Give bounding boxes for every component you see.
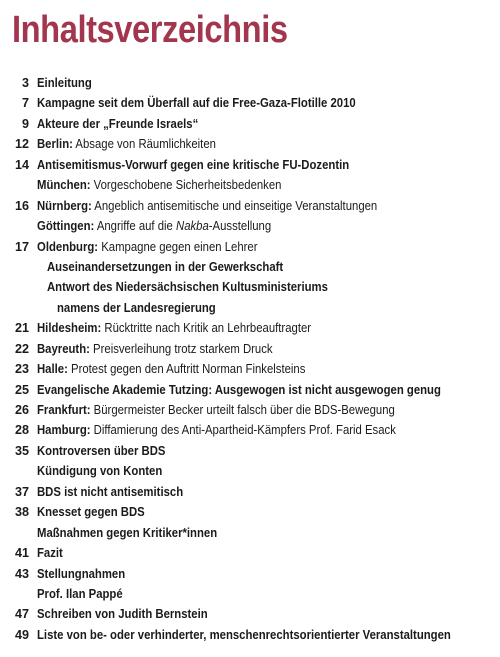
toc-entry <box>0 155 500 175</box>
toc-entry-title <box>37 380 441 400</box>
toc-entry <box>0 339 500 359</box>
toc-entry-title <box>37 114 198 134</box>
toc-entry-text: Schreiben von Judith Bernstein <box>37 607 208 622</box>
toc-entry-text: Kampagne seit dem Überfall auf die Free-Gaza-Flotille 2010 <box>37 96 356 111</box>
toc-entry-text: Antisemitismus-Vorwurf gegen eine kritische FU-Dozentin <box>37 157 350 172</box>
toc-entry-text: Stellungnahmen <box>37 566 126 581</box>
toc-entry-text: Antwort des Niedersächsischen Kultusministeriums <box>47 280 328 295</box>
toc-entry <box>0 604 500 624</box>
toc-entry-place: München: <box>37 178 91 193</box>
toc-entry-title <box>37 543 63 563</box>
toc-entry-title <box>37 584 123 604</box>
toc-page-number: 38 <box>14 505 29 520</box>
toc-entry-title <box>37 441 165 461</box>
toc-entry-place: Berlin: <box>37 137 73 152</box>
toc-entry-text: Prof. Ilan Pappé <box>37 586 123 601</box>
toc-entry-text: Akteure der „Freunde Israels“ <box>37 116 199 131</box>
toc-page-number: 49 <box>14 627 29 642</box>
toc-entry <box>0 257 500 277</box>
toc-page-number: 17 <box>14 239 29 254</box>
toc-page-number: 21 <box>14 321 29 336</box>
toc-page-number: 3 <box>21 76 29 90</box>
toc-entry <box>0 543 500 563</box>
toc-page-number: 37 <box>14 484 29 499</box>
toc-entry <box>0 380 500 400</box>
toc-entry-place: Göttingen: <box>37 219 95 234</box>
toc-entry-title <box>37 400 395 420</box>
toc-entry-place: Frankfurt: <box>37 403 91 417</box>
toc-entry-text: Kontroversen über BDS <box>37 443 166 458</box>
toc-entry-text-after: -Ausstellung <box>208 219 272 234</box>
toc-entry-place: Bayreuth: <box>37 341 90 356</box>
toc-entry-title <box>37 318 311 338</box>
toc-page-number: 14 <box>14 157 29 172</box>
toc-entry <box>0 318 500 338</box>
toc-entry-title <box>37 134 216 154</box>
toc-entry-title <box>37 196 377 216</box>
toc-entry-italic-text: Nakba <box>176 219 209 234</box>
toc-entry-title <box>37 564 125 584</box>
toc-page-number: 9 <box>21 116 29 131</box>
toc-entry <box>0 216 500 236</box>
toc-entry-text: BDS ist nicht antisemitisch <box>37 484 184 499</box>
toc-page-number: 23 <box>14 362 29 377</box>
toc-entry <box>0 625 500 645</box>
toc-entry-title <box>37 339 273 359</box>
toc-entry-text: Evangelische Akademie Tutzing: Ausgewogen ist nicht ausgewogen genug <box>37 382 441 397</box>
toc-entry <box>0 277 500 297</box>
toc-entry-text: Rücktritte nach Kritik an Lehrbeauftragter <box>101 321 312 336</box>
toc-entry <box>0 441 500 461</box>
toc-entry-title <box>37 359 305 379</box>
toc-entry-title <box>37 216 271 236</box>
toc-entry-title <box>37 155 349 175</box>
toc-entry <box>0 134 500 154</box>
toc-page-number: 7 <box>21 96 29 111</box>
toc-entry-place: Hamburg: <box>37 423 91 438</box>
toc-entry-title <box>37 461 162 481</box>
toc-entry-text: Bürgermeister Becker urteilt falsch über die BDS-Bewegung <box>90 403 395 417</box>
toc-entry <box>0 196 500 216</box>
toc-page-number: 43 <box>14 566 29 581</box>
toc-entry-text: Auseinandersetzungen in der Gewerkschaft <box>47 259 284 274</box>
toc-page-number: 28 <box>14 423 29 438</box>
toc-entry <box>0 359 500 379</box>
toc-entry-title <box>47 277 328 297</box>
toc-entry <box>0 73 500 93</box>
toc-entry-text: Angriffe auf die <box>94 219 177 234</box>
toc-entry-text: Vorgeschobene Sicherheitsbedenken <box>90 178 282 193</box>
toc-entry-text: Kündigung von Konten <box>37 464 163 479</box>
toc-entry-title <box>37 237 258 257</box>
toc-entry-title <box>37 73 92 93</box>
toc-page-number: 26 <box>14 403 29 417</box>
toc-entry-place: Hildesheim: <box>37 321 102 336</box>
toc-entry-title <box>47 257 283 277</box>
toc-entry <box>0 114 500 134</box>
toc-entry <box>0 175 500 195</box>
toc-entry <box>0 461 500 481</box>
toc-entry-text: Einleitung <box>37 76 92 90</box>
toc-page-number: 22 <box>14 341 29 356</box>
toc-entry-text: Kampagne gegen einen Lehrer <box>98 239 258 254</box>
toc-entry <box>0 584 500 604</box>
toc-entry-text: Liste von be- oder verhinderter, menschenrechtsorientierter Veranstaltungen <box>37 627 451 642</box>
toc-page-number: 47 <box>14 607 29 622</box>
toc-entry-text: namens der Landesregierung <box>57 300 216 315</box>
toc-entry-title <box>37 482 183 502</box>
toc-entry-title <box>37 93 356 113</box>
toc-entry-text: Protest gegen den Auftritt Norman Finkelsteins <box>67 362 306 377</box>
toc-entry <box>0 93 500 113</box>
toc-entry <box>0 482 500 502</box>
toc-entry-text: Fazit <box>37 546 63 561</box>
toc-entry <box>0 298 500 318</box>
toc-entry-place: Halle: <box>37 362 68 377</box>
toc-page-number: 12 <box>14 137 29 152</box>
toc-entry-text: Maßnahmen gegen Kritiker*innen <box>37 525 218 540</box>
toc-entry-text: Angeblich antisemitische und einseitige Veranstaltungen <box>91 198 378 213</box>
toc-entry-text: Diffamierung des Anti-Apartheid-Kämpfers Prof. Farid Esack <box>90 423 396 438</box>
toc-entry <box>0 420 500 440</box>
toc-entry-title <box>37 604 208 624</box>
toc-page-number: 41 <box>14 546 29 561</box>
toc-page-number: 25 <box>14 382 29 397</box>
toc-entry-text: Preisverleihung trotz starkem Druck <box>89 341 273 356</box>
toc-entry-place: Nürnberg: <box>37 198 92 213</box>
toc-page-number: 16 <box>14 198 29 213</box>
toc-entry <box>0 502 500 522</box>
toc-entry-title <box>37 625 451 645</box>
toc-entry-title <box>37 502 145 522</box>
toc-entry <box>0 237 500 257</box>
toc-entry-text: Knesset gegen BDS <box>37 505 145 520</box>
toc-entry <box>0 523 500 543</box>
toc-page-number: 35 <box>14 443 29 458</box>
toc-entry-text: Absage von Räumlichkeiten <box>72 137 216 152</box>
toc-entry-title <box>57 298 216 318</box>
toc-entry <box>0 564 500 584</box>
toc-entry <box>0 400 500 420</box>
page-title: Inhaltsverzeichnis <box>12 9 288 51</box>
toc-entry-title <box>37 420 396 440</box>
toc-entry-title <box>37 523 217 543</box>
toc-entry-title <box>37 175 281 195</box>
table-of-contents <box>0 73 500 645</box>
toc-entry-place: Oldenburg: <box>37 239 99 254</box>
